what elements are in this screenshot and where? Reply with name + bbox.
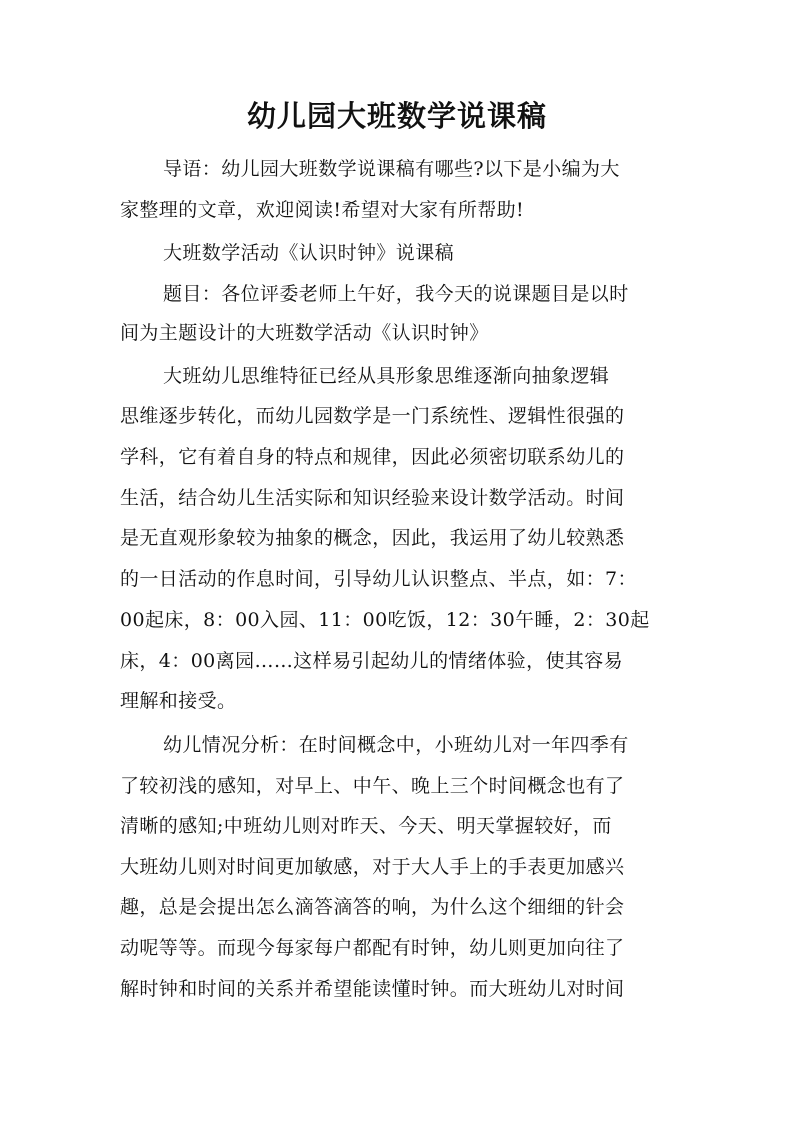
intro-line-2: 家整理的文章，欢迎阅读!希望对大家有所帮助! [120,199,525,221]
paragraph-1-line-4: 生活，结合幼儿生活实际和知识经验来设计数学活动。时间 [120,487,625,509]
paragraph-1-line-5: 是无直观形象较为抽象的概念，因此，我运用了幼儿较熟悉 [120,527,625,549]
topic-line-1: 题目：各位评委老师上午好，我今天的说课题目是以时 [163,283,629,305]
paragraph-1-line-1: 大班幼儿思维特征已经从具形象思维逐渐向抽象逻辑 [163,365,610,387]
paragraph-2-line-2: 了较初浅的感知，对早上、中午、晚上三个时间概念也有了 [120,775,625,797]
section-heading: 大班数学活动《认识时钟》说课稿 [163,242,455,264]
topic-line-2: 间为主题设计的大班数学活动《认识时钟》 [120,322,489,344]
paragraph-2-line-5: 趣，总是会提出怎么滴答滴答的响，为什么这个细细的针会 [120,896,625,918]
document-title: 幼儿园大班数学说课稿 [246,99,547,133]
paragraph-1-line-6: 的一日活动的作息时间，引导幼儿认识整点、半点，如：7： [120,568,637,590]
paragraph-1-line-8: 床，4：00离园……这样易引起幼儿的情绪体验，使其容易 [120,650,624,672]
paragraph-2-line-1: 幼儿情况分析：在时间概念中，小班幼儿对一年四季有 [163,734,629,756]
paragraph-1-line-2: 思维逐步转化，而幼儿园数学是一门系统性、逻辑性很强的 [120,405,625,427]
paragraph-1-line-9: 理解和接受。 [120,690,237,712]
paragraph-1-line-7: 00起床，8：00入园、11：00吃饭，12：30午睡，2：30起 [120,609,650,631]
paragraph-2-line-3: 清晰的感知;中班幼儿则对昨天、今天、明天掌握较好，而 [120,815,612,837]
intro-line-1: 导语：幼儿园大班数学说课稿有哪些?以下是小编为大 [163,158,620,180]
paragraph-1-line-3: 学科，它有着自身的特点和规律，因此必须密切联系幼儿的 [120,446,625,468]
paragraph-2-line-6: 动呢等等。而现今每家每户都配有时钟，幼儿则更加向往了 [120,937,625,959]
paragraph-2-line-7: 解时钟和时间的关系并希望能读懂时钟。而大班幼儿对时间 [120,978,625,1000]
paragraph-2-line-4: 大班幼儿则对时间更加敏感，对于大人手上的手表更加感兴 [120,856,625,878]
